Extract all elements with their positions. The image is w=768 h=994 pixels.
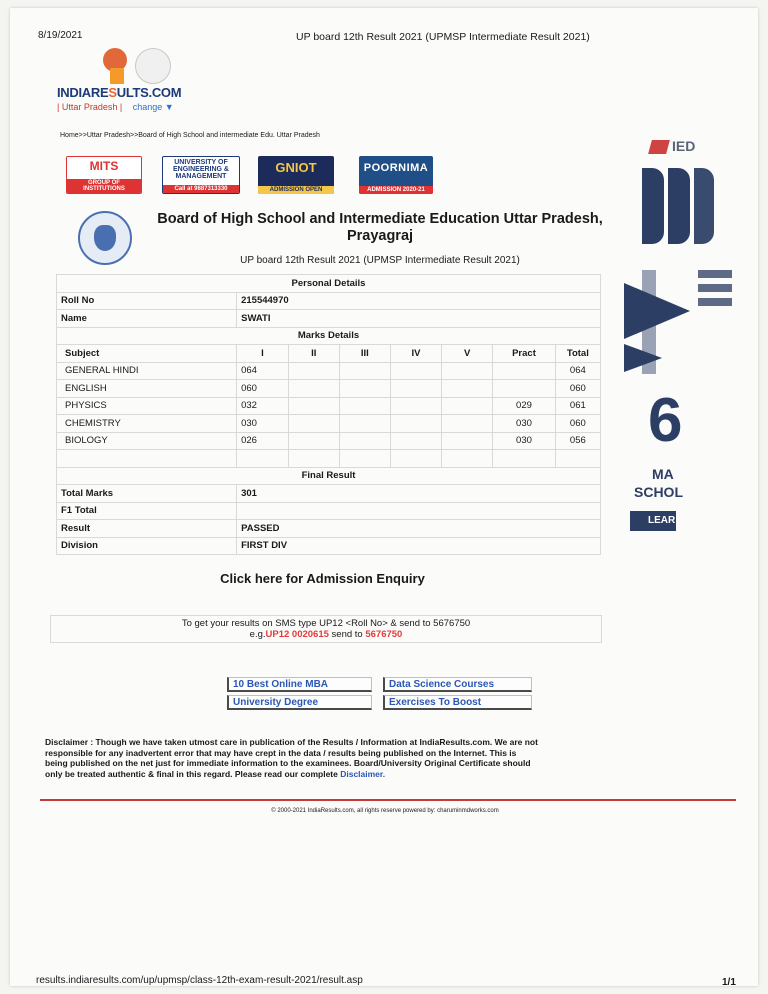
print-date: 8/19/2021 <box>38 30 83 41</box>
marks-cell <box>442 397 493 415</box>
col-header: III <box>339 345 390 363</box>
name-value: SWATI <box>237 310 601 328</box>
print-url: results.indiaresults.com/up/upmsp/class-12th-exam-result-2021/result.asp <box>36 975 363 986</box>
logo-text: INDIARESULTS.COM <box>57 85 182 100</box>
subject-cell: ENGLISH <box>57 380 237 398</box>
marks-cell <box>288 432 339 450</box>
total-cell: 061 <box>555 397 600 415</box>
division-value: FIRST DIV <box>237 537 601 555</box>
result-table <box>56 274 601 555</box>
marks-cell: 026 <box>237 432 289 450</box>
disclaimer-link[interactable]: Disclaimer. <box>340 768 386 779</box>
link-university-degree[interactable]: University Degree <box>227 695 372 710</box>
result-value: PASSED <box>237 520 601 538</box>
marks-cell <box>442 380 493 398</box>
roll-no-label: Roll No <box>57 292 237 310</box>
board-emblem-icon <box>78 211 132 265</box>
table-row <box>57 432 601 450</box>
breadcrumb[interactable]: Home>>Uttar Pradesh>>Board of High School and intermediate Edu. Uttar Pradesh <box>60 132 320 139</box>
table-row <box>57 415 601 433</box>
division-label: Division <box>57 537 237 555</box>
roll-no-value: 215544970 <box>237 292 601 310</box>
marks-cell <box>339 432 390 450</box>
ad-mits[interactable]: MITS GROUP OF INSTITUTIONS <box>66 156 142 194</box>
logo-mark-icon <box>103 42 131 84</box>
marks-cell <box>390 432 441 450</box>
marks-cell <box>339 380 390 398</box>
marks-cell: 032 <box>237 397 289 415</box>
total-cell: 064 <box>555 362 600 380</box>
board-title: Board of High School and Intermediate Education Uttar Pradesh, Prayagraj <box>157 211 603 244</box>
marks-cell <box>288 415 339 433</box>
f1-total-label: F1 Total <box>57 502 237 520</box>
personal-details-heading: Personal Details <box>57 275 601 293</box>
pract-cell <box>493 380 555 398</box>
total-cell: 060 <box>555 380 600 398</box>
marks-cell <box>390 415 441 433</box>
print-page-number: 1/1 <box>722 977 736 988</box>
marks-cell <box>390 397 441 415</box>
total-cell: 056 <box>555 432 600 450</box>
marks-cell <box>390 362 441 380</box>
final-result-heading: Final Result <box>57 467 601 485</box>
result-label: Result <box>57 520 237 538</box>
link-best-online-mba[interactable]: 10 Best Online MBA <box>227 677 372 692</box>
ad-gniot[interactable]: GNIOT ADMISSION OPEN <box>258 156 334 194</box>
pract-cell: 030 <box>493 415 555 433</box>
subject-cell: BIOLOGY <box>57 432 237 450</box>
subject-cell: PHYSICS <box>57 397 237 415</box>
col-header: IV <box>390 345 441 363</box>
name-label: Name <box>57 310 237 328</box>
subject-cell: GENERAL HINDI <box>57 362 237 380</box>
marks-cell <box>288 397 339 415</box>
sms-instructions: To get your results on SMS type UP12 <Roll No> & send to 5676750 <box>181 618 471 629</box>
ad-poornima[interactable]: POORNIMA ADMISSION 2020-21 <box>359 156 433 194</box>
side-ad-number: 6 <box>648 386 683 455</box>
marks-cell: 064 <box>237 362 289 380</box>
side-ad-ied[interactable] <box>612 128 758 548</box>
state-seal-icon <box>135 48 171 84</box>
region-selector <box>57 102 174 112</box>
result-subtitle: UP board 12th Result 2021 (UPMSP Intermediate Result 2021) <box>240 255 520 266</box>
ied-brand: IED <box>672 138 696 154</box>
region-label: | Uttar Pradesh | <box>57 102 123 112</box>
table-row <box>57 397 601 415</box>
marks-header-row <box>57 345 601 363</box>
sms-info-box <box>50 615 602 643</box>
footer-divider <box>40 799 736 801</box>
f1-total-value <box>237 502 601 520</box>
marks-cell: 030 <box>237 415 289 433</box>
col-header: I <box>237 345 289 363</box>
table-row <box>57 380 601 398</box>
side-ad-line1: MA <box>652 466 674 482</box>
marks-cell <box>339 397 390 415</box>
marks-cell <box>442 415 493 433</box>
change-region-link[interactable]: change ▼ <box>132 102 174 112</box>
pract-cell <box>493 362 555 380</box>
col-header: II <box>288 345 339 363</box>
sms-example: e.g.UP12 0020615 send to 5676750 <box>249 629 403 640</box>
ied-logo-icon <box>648 140 670 154</box>
disclaimer: Disclaimer : Though we have taken utmost care in publication of the Results / Information at IndiaResults.com. We are not responsible for any inadvertent error that may have crept in the data / results being published on the Internet. This is being published on the net just for immediate information to the examinees. Board/University Original Certificate should only be treated authentic & final in this regard. Please read our complete Disclaimer. <box>45 737 538 779</box>
site-logo[interactable] <box>55 42 205 117</box>
side-ad-learn-button[interactable]: LEAR <box>630 511 676 531</box>
side-ad-line2: SCHOL <box>634 484 683 500</box>
col-header: Total <box>555 345 600 363</box>
table-row-spacer <box>57 450 601 468</box>
marks-cell <box>339 415 390 433</box>
marks-cell <box>442 432 493 450</box>
print-title: UP board 12th Result 2021 (UPMSP Intermediate Result 2021) <box>296 31 590 43</box>
marks-cell <box>442 362 493 380</box>
total-marks-label: Total Marks <box>57 485 237 503</box>
marks-cell <box>288 362 339 380</box>
marks-cell <box>390 380 441 398</box>
marks-cell: 060 <box>237 380 289 398</box>
total-marks-value: 301 <box>237 485 601 503</box>
col-header: V <box>442 345 493 363</box>
marks-details-heading: Marks Details <box>57 327 601 345</box>
link-exercises-to-boost[interactable]: Exercises To Boost <box>383 695 532 710</box>
ad-uem[interactable]: UNIVERSITY OF ENGINEERING & MANAGEMENT Call at 9887313330 <box>162 156 240 194</box>
pract-cell: 030 <box>493 432 555 450</box>
admission-enquiry-link[interactable]: Click here for Admission Enquiry <box>220 571 425 586</box>
total-cell: 060 <box>555 415 600 433</box>
subject-cell: CHEMISTRY <box>57 415 237 433</box>
link-data-science-courses[interactable]: Data Science Courses <box>383 677 532 692</box>
col-header: Subject <box>57 345 237 363</box>
pract-cell: 029 <box>493 397 555 415</box>
copyright: © 2000-2021 IndiaResults.com, all rights reserve powered by: charuminmdworks.com <box>271 808 499 814</box>
marks-cell <box>288 380 339 398</box>
table-row <box>57 362 601 380</box>
ad-banner-strip <box>66 156 446 196</box>
marks-cell <box>339 362 390 380</box>
col-header: Pract <box>493 345 555 363</box>
